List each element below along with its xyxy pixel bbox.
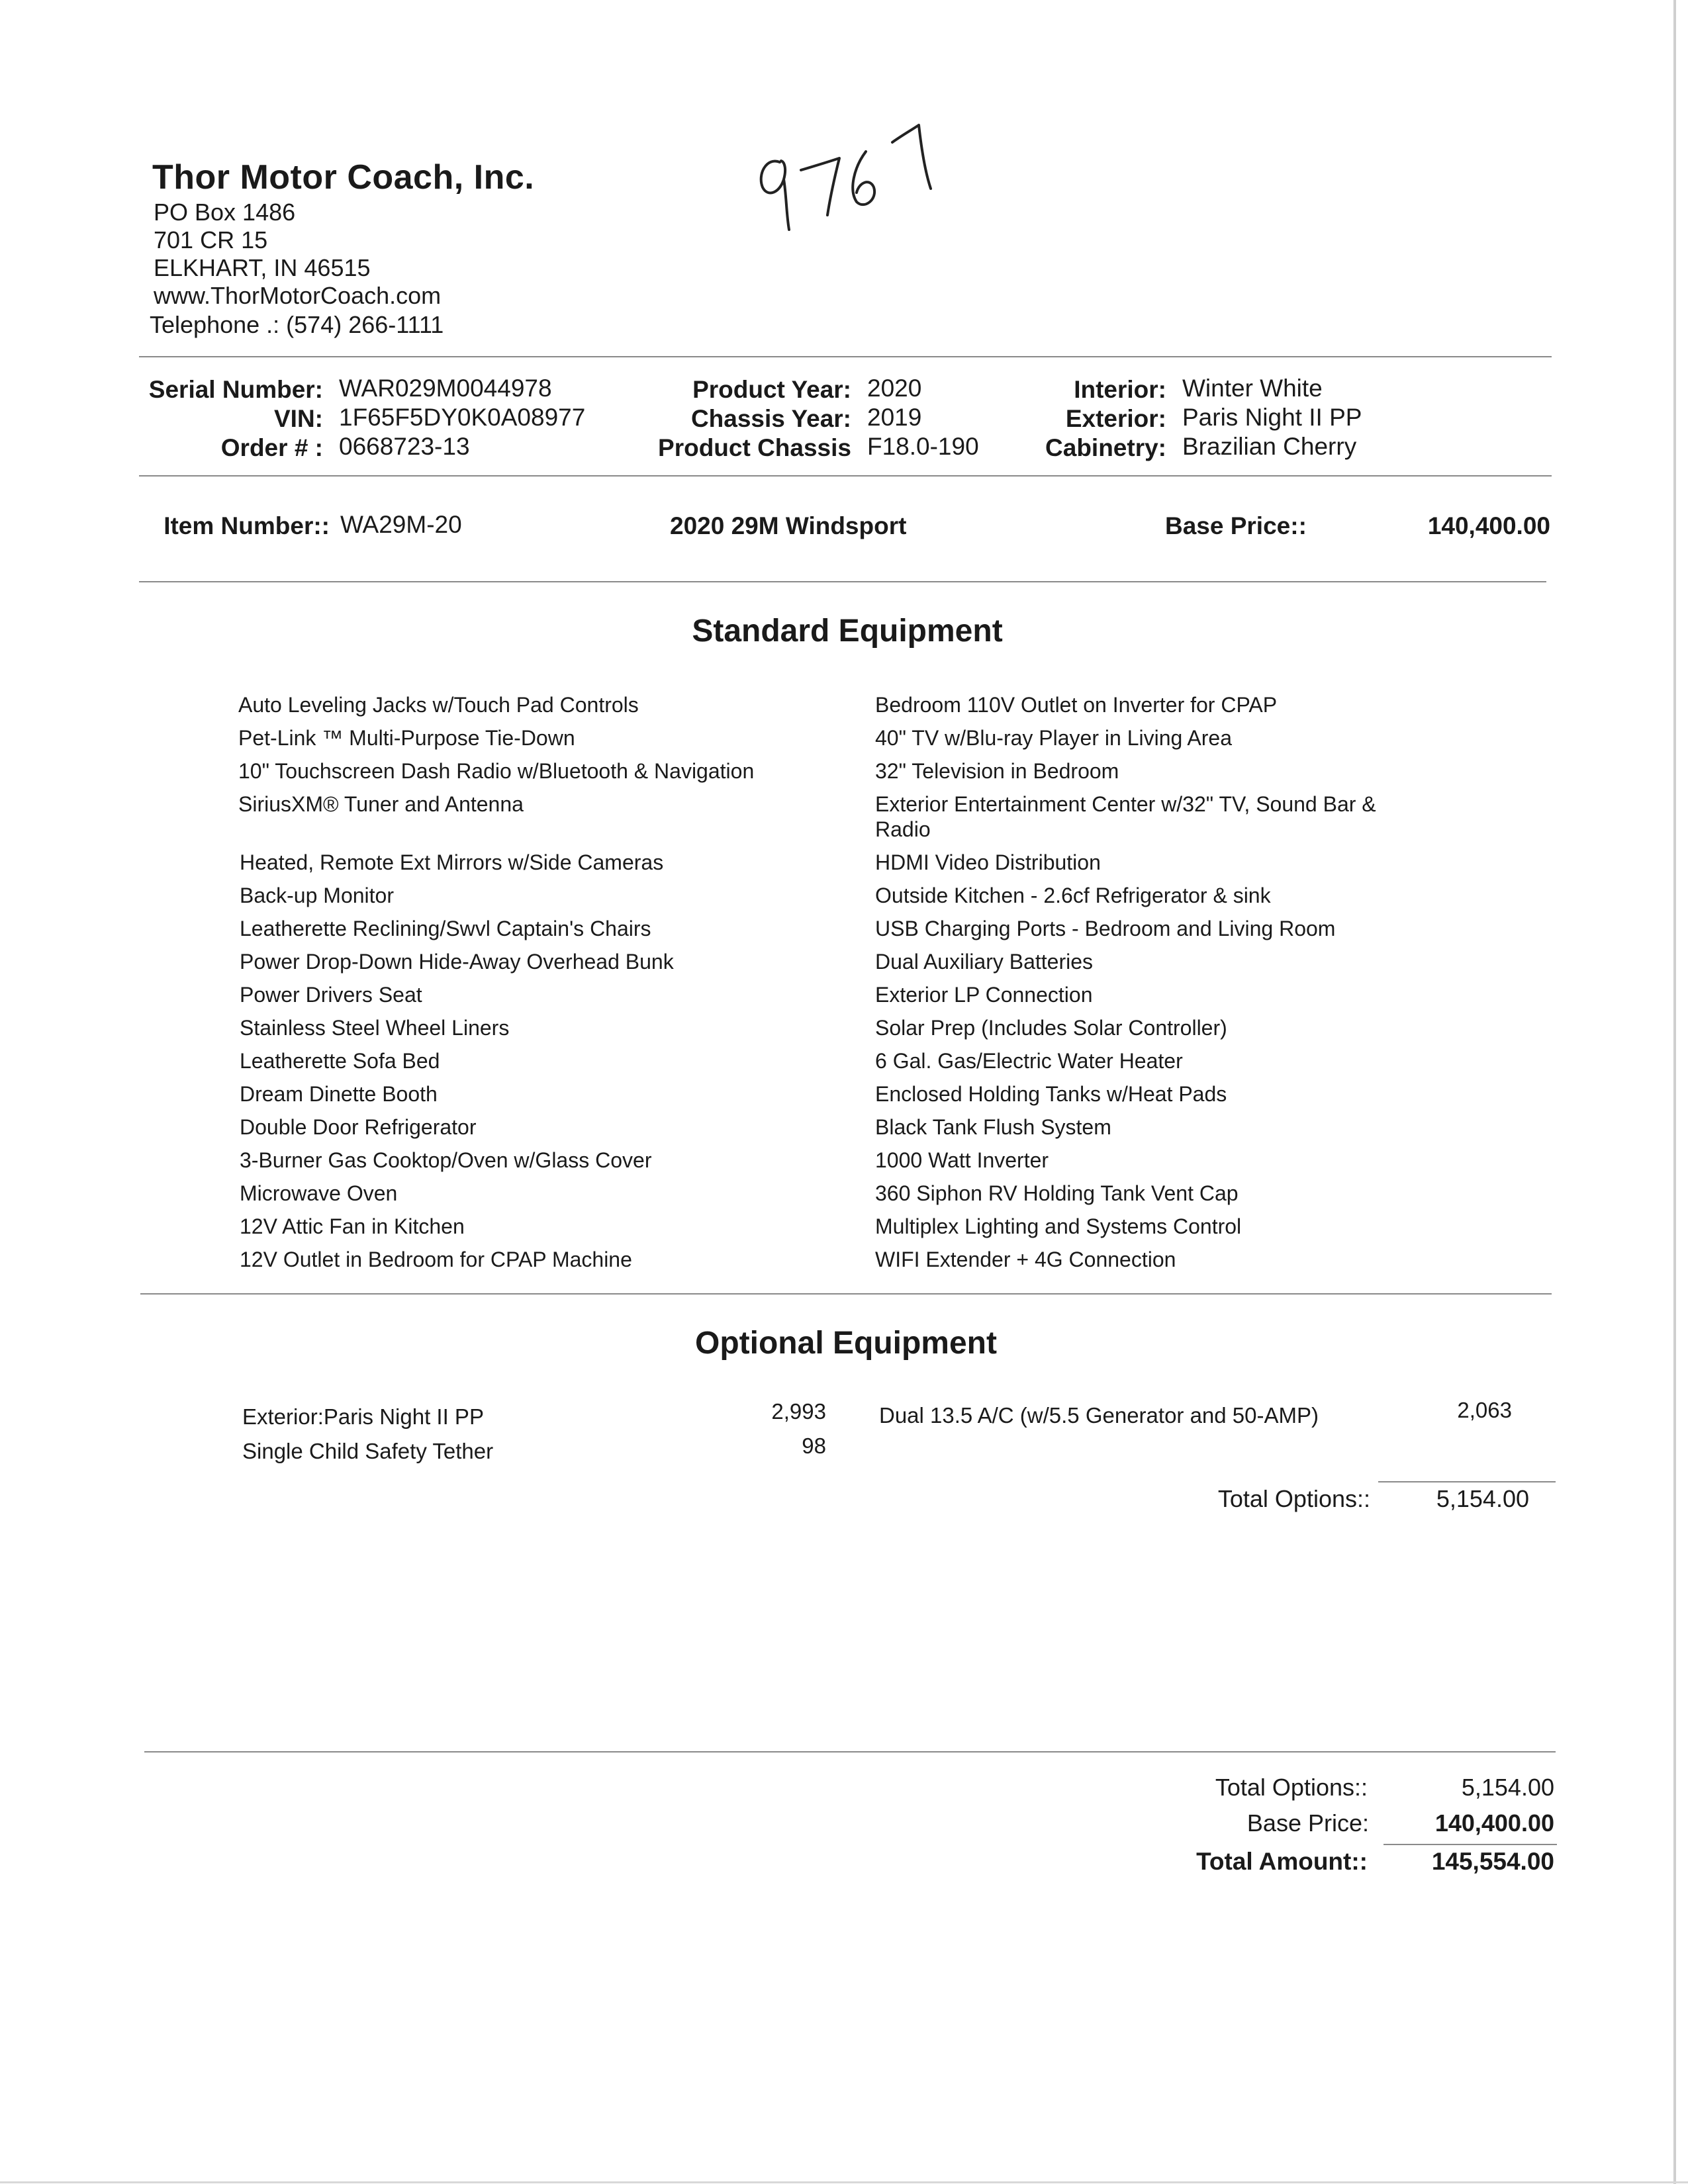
std-right-11: 6 Gal. Gas/Electric Water Heater bbox=[875, 1049, 1183, 1073]
company-name: Thor Motor Coach, Inc. bbox=[152, 158, 535, 197]
std-right-10: Solar Prep (Includes Solar Controller) bbox=[875, 1016, 1227, 1040]
option-name-1: Exterior:Paris Night II PP bbox=[242, 1404, 484, 1429]
std-right-1: Bedroom 110V Outlet on Inverter for CPAP bbox=[875, 693, 1278, 717]
option-price-1: 2,993 bbox=[771, 1399, 826, 1424]
std-right-16: Multiplex Lighting and Systems Control bbox=[875, 1214, 1242, 1238]
option-name-2: Single Child Safety Tether bbox=[242, 1439, 494, 1463]
product-year-value: 2020 bbox=[867, 375, 922, 402]
std-right-17: WIFI Extender + 4G Connection bbox=[875, 1248, 1176, 1271]
divider bbox=[139, 581, 1546, 582]
base-price-label: Base Price:: bbox=[1165, 512, 1307, 539]
std-right-3: 32" Television in Bedroom bbox=[875, 759, 1119, 783]
chassis-year-value: 2019 bbox=[867, 404, 922, 431]
std-left-3: 10" Touchscreen Dash Radio w/Bluetooth & Navigation bbox=[238, 759, 755, 783]
summary-total-label: Total Amount:: bbox=[1196, 1848, 1368, 1875]
std-left-1: Auto Leveling Jacks w/Touch Pad Controls bbox=[238, 693, 639, 717]
summary-base-value: 140,400.00 bbox=[1434, 1809, 1554, 1837]
std-right-5: HDMI Video Distribution bbox=[875, 850, 1101, 874]
divider bbox=[144, 1751, 1556, 1752]
model-name: 2020 29M Windsport bbox=[670, 512, 907, 539]
std-right-9: Exterior LP Connection bbox=[875, 983, 1093, 1007]
std-right-13: Black Tank Flush System bbox=[875, 1115, 1111, 1139]
std-left-10: Stainless Steel Wheel Liners bbox=[240, 1016, 510, 1040]
summary-total-value: 145,554.00 bbox=[1431, 1848, 1554, 1875]
option-name-3: Dual 13.5 A/C (w/5.5 Generator and 50-AMP) bbox=[879, 1403, 1319, 1428]
std-left-11: Leatherette Sofa Bed bbox=[240, 1049, 440, 1073]
address-line-2: 701 CR 15 bbox=[154, 226, 268, 253]
interior-value: Winter White bbox=[1182, 375, 1323, 402]
order-number-value: 0668723-13 bbox=[339, 433, 470, 460]
optional-equipment-title: Optional Equipment bbox=[695, 1326, 997, 1361]
scan-edge-bottom bbox=[0, 2181, 1688, 2183]
summary-base-label: Base Price: bbox=[1246, 1809, 1369, 1837]
std-right-4-cont: Radio bbox=[875, 817, 931, 841]
product-chassis-label: Product Chassis bbox=[658, 434, 851, 461]
handwritten-number bbox=[748, 116, 947, 242]
product-year-label: Product Year: bbox=[692, 376, 851, 403]
order-number-label: Order # : bbox=[220, 434, 323, 461]
summary-total-rule bbox=[1383, 1844, 1557, 1845]
std-left-2: Pet-Link ™ Multi-Purpose Tie-Down bbox=[238, 726, 575, 750]
website: www.ThorMotorCoach.com bbox=[154, 282, 442, 309]
std-right-14: 1000 Watt Inverter bbox=[875, 1148, 1049, 1172]
serial-number-value: WAR029M0044978 bbox=[339, 375, 552, 402]
standard-equipment-title: Standard Equipment bbox=[692, 614, 1003, 649]
std-right-15: 360 Siphon RV Holding Tank Vent Cap bbox=[875, 1181, 1239, 1205]
chassis-year-label: Chassis Year: bbox=[690, 405, 851, 432]
std-left-5: Heated, Remote Ext Mirrors w/Side Cameras bbox=[240, 850, 664, 874]
std-left-17: 12V Outlet in Bedroom for CPAP Machine bbox=[240, 1248, 632, 1271]
std-right-7: USB Charging Ports - Bedroom and Living Room bbox=[875, 917, 1336, 940]
std-right-8: Dual Auxiliary Batteries bbox=[875, 950, 1094, 974]
summary-options-label: Total Options:: bbox=[1215, 1774, 1368, 1801]
serial-number-label: Serial Number: bbox=[148, 376, 323, 403]
summary-options-value: 5,154.00 bbox=[1461, 1774, 1554, 1801]
divider bbox=[139, 356, 1552, 357]
cabinetry-value: Brazilian Cherry bbox=[1182, 433, 1357, 460]
exterior-label: Exterior: bbox=[1065, 405, 1166, 432]
std-left-15: Microwave Oven bbox=[240, 1181, 398, 1205]
scan-edge-right bbox=[1673, 0, 1676, 2184]
item-number-label: Item Number:: bbox=[164, 512, 330, 539]
base-price-value: 140,400.00 bbox=[1427, 512, 1550, 539]
std-left-4: SiriusXM® Tuner and Antenna bbox=[238, 792, 524, 816]
std-right-6: Outside Kitchen - 2.6cf Refrigerator & sink bbox=[875, 884, 1271, 907]
std-left-16: 12V Attic Fan in Kitchen bbox=[240, 1214, 465, 1238]
telephone: Telephone .: (574) 266-1111 bbox=[150, 311, 444, 338]
total-options-value: 5,154.00 bbox=[1436, 1485, 1529, 1512]
vin-label: VIN: bbox=[274, 405, 323, 432]
std-left-12: Dream Dinette Booth bbox=[240, 1082, 438, 1106]
product-chassis-value: F18.0-190 bbox=[867, 433, 979, 460]
vin-value: 1F65F5DY0K0A08977 bbox=[339, 404, 586, 431]
std-right-2: 40" TV w/Blu-ray Player in Living Area bbox=[875, 726, 1233, 750]
total-options-rule bbox=[1378, 1481, 1556, 1482]
std-left-9: Power Drivers Seat bbox=[240, 983, 422, 1007]
std-left-14: 3-Burner Gas Cooktop/Oven w/Glass Cover bbox=[240, 1148, 652, 1172]
option-price-3: 2,063 bbox=[1457, 1398, 1512, 1422]
std-left-7: Leatherette Reclining/Swvl Captain's Chairs bbox=[240, 917, 651, 940]
std-right-4: Exterior Entertainment Center w/32" TV, Sound Bar & bbox=[875, 792, 1376, 816]
std-right-12: Enclosed Holding Tanks w/Heat Pads bbox=[875, 1082, 1227, 1106]
std-left-6: Back-up Monitor bbox=[240, 884, 394, 907]
item-number-value: WA29M-20 bbox=[340, 511, 462, 538]
divider bbox=[139, 475, 1552, 477]
std-left-8: Power Drop-Down Hide-Away Overhead Bunk bbox=[240, 950, 674, 974]
address-line-3: ELKHART, IN 46515 bbox=[154, 254, 371, 281]
std-left-13: Double Door Refrigerator bbox=[240, 1115, 477, 1139]
total-options-label: Total Options:: bbox=[1217, 1485, 1370, 1512]
divider bbox=[140, 1293, 1552, 1295]
option-price-2: 98 bbox=[802, 1433, 826, 1458]
exterior-value: Paris Night II PP bbox=[1182, 404, 1362, 431]
cabinetry-label: Cabinetry: bbox=[1045, 434, 1166, 461]
interior-label: Interior: bbox=[1074, 376, 1166, 403]
address-line-1: PO Box 1486 bbox=[154, 199, 296, 226]
